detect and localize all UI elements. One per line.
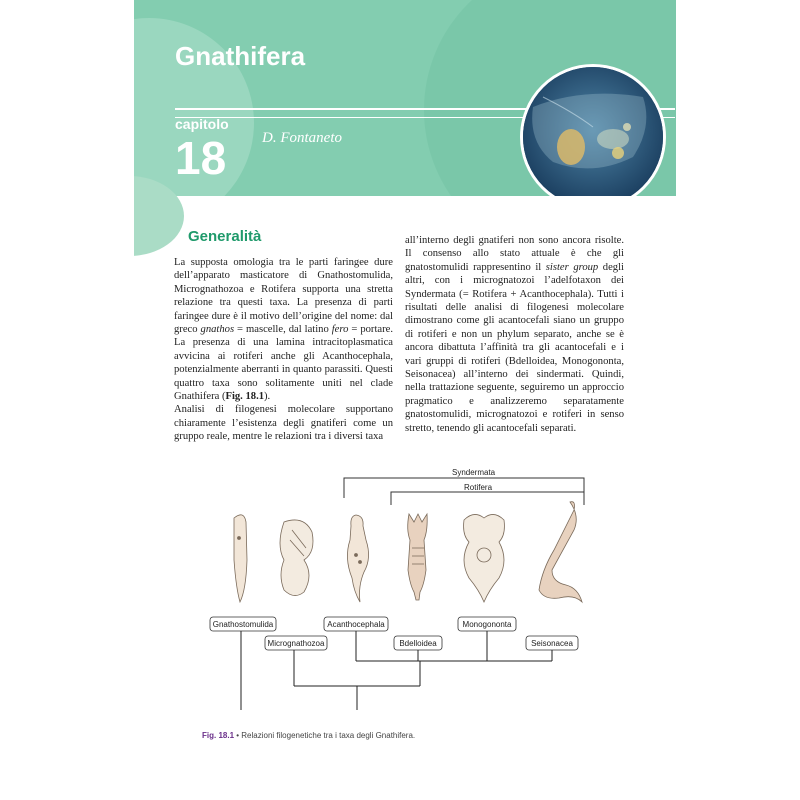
text-column-right <box>405 234 624 435</box>
bdelloidea-illustration <box>408 514 427 600</box>
taxon-label: Bdelloidea <box>399 639 437 648</box>
figure-reference-link[interactable]: Fig. 18.1 <box>225 391 265 403</box>
section-title: Generalità <box>188 228 262 245</box>
chapter-author: D. Fontaneto <box>262 130 342 146</box>
label-rotifera: Rotifera <box>464 483 493 492</box>
bracket-rotifera <box>391 492 584 505</box>
micrognathozoa-illustration <box>280 520 313 596</box>
paragraph: Analisi di filogenesi molecolare supportano chiaramente l’esistenza degli gnatiferi come un gruppo reale, mentre le relazioni tra i diversi taxa <box>174 404 393 443</box>
text-run-italic: fero <box>331 324 349 336</box>
chapter-title: Gnathifera <box>175 41 306 71</box>
paragraph <box>405 234 624 435</box>
taxon-label: Seisonacea <box>531 639 573 648</box>
taxon-label: Acanthocephala <box>327 620 385 629</box>
text-run: ). <box>264 391 271 403</box>
caption-label: Fig. 18.1 <box>202 731 235 740</box>
taxon-box-micrognathozoa <box>265 636 327 650</box>
text-run: = mascelle, dal latino <box>234 324 332 336</box>
text-run: all’interno degli gnatiferi non sono ancora risolte. Il consenso allo stato attuale è che gli gnatostomulidi rappresentino il <box>405 235 624 273</box>
figure-caption <box>202 731 415 740</box>
taxon-box-gnathostomulida <box>210 617 276 631</box>
monogononta-illustration <box>464 514 505 602</box>
text-column-left <box>174 256 393 444</box>
label-syndermata: Syndermata <box>452 468 496 477</box>
taxon-box-seisonacea <box>526 636 578 650</box>
text-run: La supposta omologia tra le parti faringee dure dell’apparato masticatore di Gnathostomulida, Micrognathozoa e Rotifera supporta una stretta relazione tra questi taxa. La presenza di parti faringee dure è il motivo dell’origine del nome: dal greco <box>174 257 393 336</box>
paragraph <box>174 256 393 403</box>
text-run-italic: gnathos <box>200 324 235 336</box>
taxon-label: Gnathostomulida <box>212 620 274 629</box>
caption-separator: • <box>234 731 242 740</box>
taxon-label: Micrognathozoa <box>267 639 325 648</box>
taxon-box-bdelloidea <box>394 636 442 650</box>
text-run-italic: sister group <box>545 261 599 273</box>
caption-text: Relazioni filogenetiche tra i taxa degli Gnathifera. <box>241 731 416 740</box>
acanthocephala-illustration <box>347 515 368 602</box>
taxon-label: Monogononta <box>462 620 512 629</box>
text-run: = portare. La presenza di una lamina intracitoplasmatica avvicina ai rotiferi anche gli Acanthocephala, potenzialmente aberranti in quanto parassiti. Questi quattro taxa sono solitamente uniti nel clade Gnathifera ( <box>174 324 393 403</box>
phylogeny-figure <box>134 460 676 710</box>
seisonacea-illustration <box>539 502 582 602</box>
text-run: degli altri, con i micrognatozoi l’adelfotaxon dei Syndermata (= Rotifera + Acanthocephala). Tutti i risultati delle analisi di filogenesi molecolare dimostrano come gli acantocefali siano un gruppo di rotiferi e non un phylum separato, anche se è ancora dibattuta l’affinità tra gli acantocefali e i vari gruppi di rotiferi (Bdelloidea, Monogononta, Seisonacea) all’interno dei sindermati. Quindi, nella trattazione seguente, seguiremo un approccio pragmatico e analizzeremo separatamente gnatostomulidi, micrognatozoi e rotiferi in senso stretto, tenendo gli acantocefali separati. <box>405 261 624 434</box>
gnathostomulida-illustration <box>234 515 247 602</box>
book-page <box>134 0 676 800</box>
chapter-label: capitolo <box>175 116 229 132</box>
taxon-box-monogononta <box>458 617 516 631</box>
chapter-header <box>134 0 676 196</box>
chapter-number: 18 <box>175 132 227 184</box>
taxon-box-acanthocephala <box>324 617 388 631</box>
